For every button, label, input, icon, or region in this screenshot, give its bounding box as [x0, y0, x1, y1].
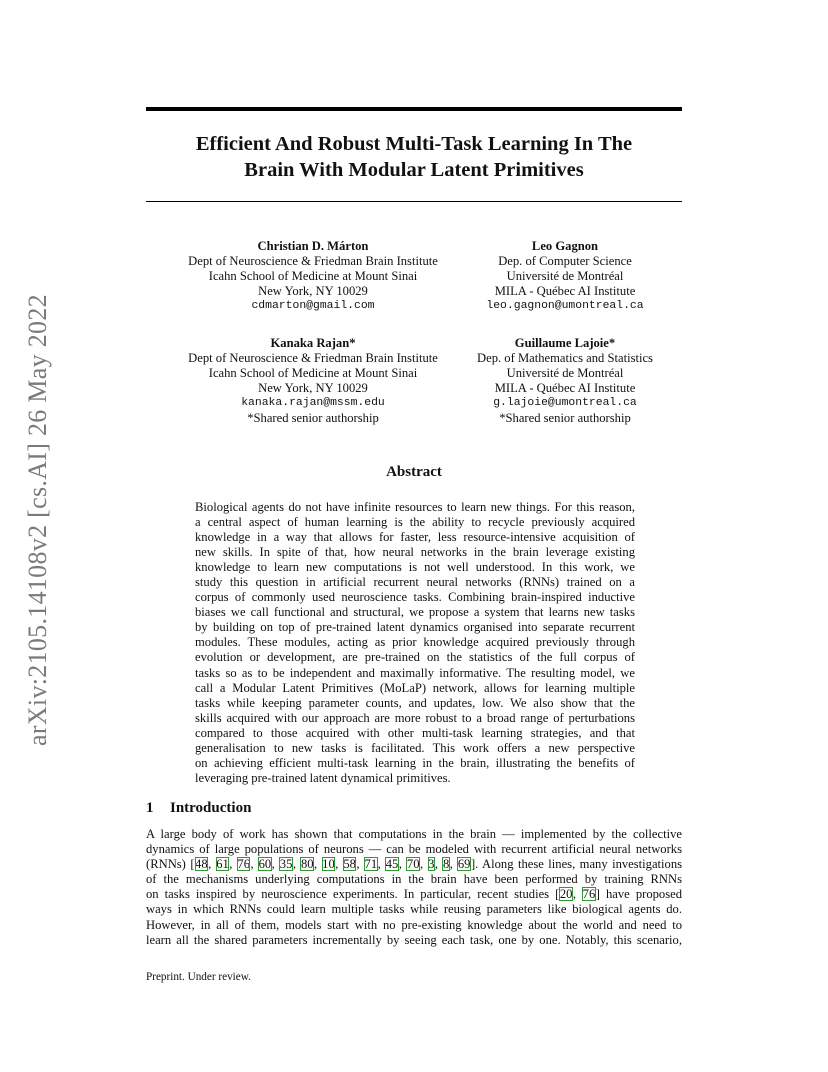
citation-group: 48, 61, 76, 60, 35, 80, 10, 58, 71, 45, 70, 3, 8, 69 — [195, 857, 471, 872]
citation-link[interactable]: 61 — [216, 857, 229, 872]
abstract-line: skills acquired with our approach are more robust to a broad range of perturbations — [195, 710, 635, 725]
affiliation-line: Dept of Neuroscience & Friedman Brain Institute — [188, 254, 438, 268]
abstract-line: study this question in artificial recurrent neural networks (RNNs) trained on a — [195, 575, 635, 590]
citation-link[interactable]: 71 — [364, 857, 378, 872]
intro-line: dynamics of large populations of neurons — can be modeled with recurrent artificial neural networks — [146, 842, 682, 857]
intro-line — [146, 887, 682, 902]
citation-link[interactable]: 3 — [428, 857, 435, 872]
affiliation-line: Dept of Neuroscience & Friedman Brain Institute — [188, 351, 438, 365]
citation-link[interactable]: 58 — [343, 857, 356, 872]
affiliation-line: New York, NY 10029 — [258, 381, 368, 395]
intro-line: learn all the shared parameters incrementally by seeing each task, one by one. Notably, this scenario, — [146, 932, 682, 947]
citation-link[interactable]: 76 — [582, 887, 596, 902]
affiliation-line: New York, NY 10029 — [258, 284, 368, 298]
intro-line: of the mechanisms underlying computations in the brain have been performed by training RNNs — [146, 872, 682, 887]
intro-line-prefix: on tasks inspired by neuroscience experiments. In particular, recent studies [ — [146, 887, 560, 902]
affiliation-line: Dep. of Mathematics and Statistics — [477, 351, 653, 365]
author-block — [165, 239, 461, 314]
citation-link[interactable]: 69 — [457, 857, 471, 872]
author-email[interactable]: leo.gagnon@umontreal.ca — [486, 300, 644, 312]
intro-line — [146, 857, 682, 872]
abstract-line: tasks while keeping parameter counts, and updates, low. We also show that the — [195, 695, 635, 710]
intro-line: A large body of work has shown that computations in the brain — implemented by the collective — [146, 827, 682, 841]
affiliation-line: Icahn School of Medicine at Mount Sinai — [208, 269, 418, 283]
citation-link[interactable]: 35 — [279, 857, 293, 872]
abstract-line: knowledge to learn new computations is not well understood. In this work, we — [195, 560, 635, 575]
citation-link[interactable]: 76 — [237, 857, 250, 872]
abstract-line: on achieving efficient multi-task learning in the brain, illustrating the benefits of — [195, 755, 635, 770]
abstract-line: a central aspect of human learning is the ability to recycle previously acquired — [195, 515, 635, 530]
citation-link[interactable]: 48 — [195, 857, 208, 872]
abstract-line: evolution or development, are pre-trained on the statistics of the full corpus of — [195, 650, 635, 665]
title-line: Efficient And Robust Multi-Task Learning In The — [195, 133, 633, 155]
citation-link[interactable]: 10 — [322, 857, 335, 872]
section-title: Introduction — [170, 800, 252, 816]
paper-title — [146, 131, 682, 183]
abstract-line: biases we call functional and structural, we propose a system that learns new tasks — [195, 605, 635, 620]
abstract-line: call a Modular Latent Primitives (MoLaP) network, allows for learning multiple — [195, 680, 635, 695]
title-top-rule — [146, 107, 682, 111]
intro-line: However, in all of them, models start with no pre-existing knowledge about the world and need to — [146, 917, 682, 932]
intro-line-prefix: (RNNs) [ — [146, 857, 195, 872]
introduction-body — [146, 827, 682, 948]
abstract-heading: Abstract — [386, 464, 442, 480]
author-email[interactable]: cdmarton@gmail.com — [251, 300, 375, 312]
abstract-body — [195, 500, 635, 786]
affiliation-line: Université de Montréal — [506, 269, 624, 283]
intro-line-suffix: ] have proposed — [595, 887, 682, 902]
citation-link[interactable]: 70 — [406, 857, 420, 872]
affiliation-line: Université de Montréal — [506, 366, 624, 380]
abstract-line: knowledge in a way that allows for faster, less resource-intensive acquisition of — [195, 530, 635, 545]
author-name: Guillaume Lajoie* — [514, 336, 616, 350]
abstract-line: corpus of commonly used neuroscience tasks. Combining brain-inspired inductive — [195, 590, 635, 605]
author-name: Leo Gagnon — [531, 239, 599, 253]
abstract-line: compared to those acquired with other multi-task learning strategies, and that — [195, 725, 635, 740]
citation-link[interactable]: 8 — [442, 857, 450, 872]
affiliation-line: Icahn School of Medicine at Mount Sinai — [208, 366, 418, 380]
arxiv-id: arXiv:2105.14108v2 [cs.AI] 26 May 2022 — [23, 294, 53, 746]
section-number: 1 — [146, 800, 154, 816]
author-note: *Shared senior authorship — [247, 411, 379, 425]
citation-group: 20, 76 — [559, 887, 596, 902]
intro-line: ways in which RNNs could learn multiple tasks while reusing parameters like biological agents do. — [146, 902, 682, 917]
abstract-line: by building on top of pre-trained latent dynamics organised into separate recurrent — [195, 620, 635, 635]
title-bottom-rule — [146, 201, 682, 202]
page-footer: Preprint. Under review. — [146, 971, 251, 983]
arxiv-sidebar-stamp — [20, 290, 56, 750]
affiliation-line: MILA - Québec AI Institute — [494, 381, 636, 395]
author-email[interactable]: g.lajoie@umontreal.ca — [493, 397, 637, 409]
citation-link[interactable]: 80 — [300, 857, 314, 872]
author-email[interactable]: kanaka.rajan@mssm.edu — [241, 397, 385, 409]
affiliation-line: MILA - Québec AI Institute — [494, 284, 636, 298]
abstract-line: generalisation to new tasks is facilitated. This work offers a new perspective — [195, 740, 635, 755]
author-name: Christian D. Márton — [257, 239, 369, 253]
author-block — [460, 239, 670, 314]
citation-link[interactable]: 20 — [559, 887, 573, 902]
affiliation-line: Dep. of Computer Science — [498, 254, 632, 268]
abstract-line: tasks so as to be independent and maximally informative. The resulting model, we — [195, 665, 635, 680]
author-block — [160, 336, 466, 426]
citation-link[interactable]: 45 — [385, 857, 399, 872]
author-note: *Shared senior authorship — [499, 411, 631, 425]
citation-link[interactable]: 60 — [258, 857, 272, 872]
abstract-line: new skills. In spite of that, how neural networks in the brain leverage existing — [195, 545, 635, 560]
title-line: Brain With Modular Latent Primitives — [244, 159, 584, 181]
intro-line-suffix: ]. Along these lines, many investigations — [470, 857, 683, 872]
abstract-line: Biological agents do not have infinite resources to learn new things. For this reason, — [195, 500, 635, 514]
author-block — [458, 336, 672, 426]
abstract-line: leveraging pre-trained latent dynamical primitives. — [195, 770, 451, 785]
abstract-line: modules. These modules, acting as prior knowledge acquired previously through — [195, 635, 635, 650]
section-heading — [146, 800, 251, 817]
author-name: Kanaka Rajan* — [270, 336, 356, 350]
